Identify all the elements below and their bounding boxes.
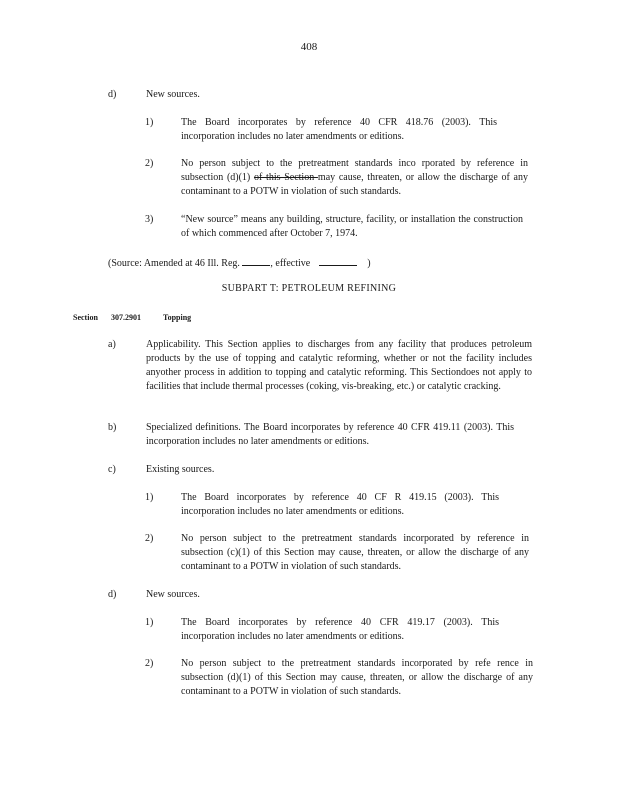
item-label: 1) <box>145 492 154 503</box>
item-label: 2) <box>145 658 154 669</box>
struck-text: of this Section <box>253 172 318 183</box>
subsection-c-text: Existing sources. <box>146 464 215 475</box>
item-text: The Board incorporates by reference 40 CFR 419.17 (2003). This incorporation includes no later amendments or editions. <box>181 617 499 642</box>
subpart-heading: SUBPART T: PETROLEUM REFINING <box>221 283 397 294</box>
item-text: No person subject to the pretreatment standards incorporated by reference in subsection (c)(1) of this Section may cause, threaten, or allow the discharge of any contaminant to a POTW in violation of such standards. <box>181 533 529 572</box>
subsection-d-label: d) <box>108 89 117 100</box>
item-text: No person subject to the pretreatment standards incorporated by refe rence in subsection (d)(1) of this Section may cause, threaten, or allow the discharge of any contaminant to a POTW in violation of such standards. <box>181 658 533 697</box>
item-text: The Board incorporates by reference 40 CFR 418.76 (2003). This incorporation includes no later amendments or editions. <box>181 117 497 142</box>
item-label: 1) <box>145 117 154 128</box>
section-title: Topping <box>163 313 192 322</box>
item-label: 2) <box>145 158 154 169</box>
item-text: “New source” means any building, structure, facility, or installation the construction of which commenced after October 7, 1974. <box>181 214 523 239</box>
item-text-part: may cause, threaten, or allow the discharge of any contaminant to a POTW in violation of such standards. <box>181 172 528 197</box>
blank-line <box>319 255 357 266</box>
page-number: 408 <box>300 41 318 53</box>
blank-line <box>242 255 270 266</box>
item-text-part: No person subject to the pretreatment standards inco rporated by reference in subsection (d)(1) <box>181 158 528 183</box>
section-number: 307.2901 <box>111 313 141 322</box>
source-note <box>108 255 371 271</box>
subsection-c-label: c) <box>108 464 116 475</box>
item-text: The Board incorporates by reference 40 CF R 419.15 (2003). This incorporation includes no later amendments or editions. <box>181 492 499 517</box>
section-word: Section <box>73 313 98 322</box>
source-note-prefix: (Source: Amended at 46 Ill. Reg. <box>108 258 240 269</box>
source-note-mid: , effective <box>270 258 311 269</box>
subsection-d2-text: New sources. <box>146 589 200 600</box>
subsection-d2-label: d) <box>108 589 117 600</box>
subsection-a-text: Applicability. This Section applies to discharges from any facility that produces petroleum products by the use of topping and catalytic reforming, whether or not the facility includes anyother process in addition to topping and catalytic reforming. This Sectiondoes not apply to facilities that include thermal processes (coking, vis-breaking, etc.) or catalytic cracking. <box>146 339 532 392</box>
subsection-b-label: b) <box>108 422 117 433</box>
subsection-b-text: Specialized definitions. The Board incorporates by reference 40 CFR 419.11 (2003). This incorporation includes no later amendments or editions. <box>146 422 514 447</box>
item-label: 1) <box>145 617 154 628</box>
subsection-a-label: a) <box>108 339 116 350</box>
subsection-d-text: New sources. <box>146 89 200 100</box>
item-label: 3) <box>145 214 154 225</box>
source-note-suffix: ) <box>367 258 371 269</box>
item-label: 2) <box>145 533 154 544</box>
item-text <box>181 157 528 199</box>
